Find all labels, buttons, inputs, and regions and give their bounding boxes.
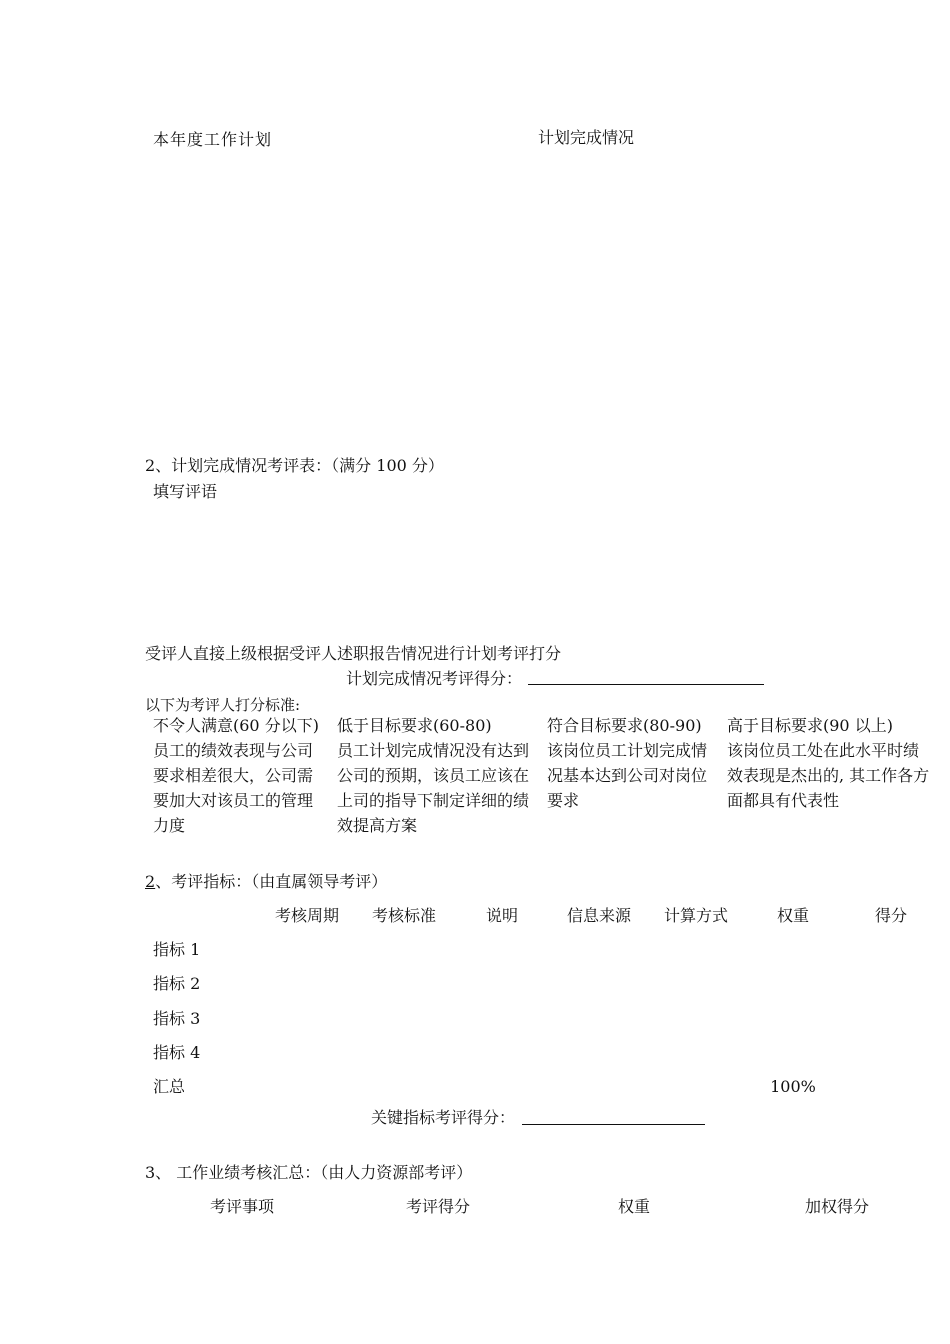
- kpi-row-label: 指标 1: [153, 940, 201, 959]
- kpi-heading-text: 、考评指标：（由直属领导考评）: [155, 872, 388, 891]
- kpi-header-score: 得分: [874, 906, 907, 925]
- summary-header-score: 考评得分: [405, 1197, 470, 1216]
- summary-heading: 3、 工作业绩考核汇总：（由人力资源部考评）: [145, 1163, 473, 1182]
- kpi-header-standard: 考核标准: [371, 906, 436, 925]
- kpi-total-weight: 100%: [770, 1077, 816, 1096]
- criteria-title: 以下为考评人打分标准:: [145, 696, 301, 714]
- kpi-row-label: 指标 4: [153, 1043, 201, 1062]
- plan-column-header: 本年度工作计划: [153, 130, 273, 149]
- plan-score-blank[interactable]: [528, 684, 764, 685]
- criteria-title-below: 低于目标要求(60-80): [337, 716, 492, 735]
- kpi-score-label: 关键指标考评得分：: [371, 1108, 516, 1127]
- criteria-desc-below: 员工计划完成情况没有达到公司的预期，该员工应该在上司的指导下制定详细的绩效提高方案: [337, 741, 530, 835]
- kpi-heading-number: 2: [145, 872, 156, 891]
- criteria-title-meets: 符合目标要求(80-90): [547, 716, 702, 735]
- summary-header-weighted: 加权得分: [804, 1197, 869, 1216]
- kpi-header-weight: 权重: [776, 906, 809, 925]
- plan-score-label: 计划完成情况考评得分：: [346, 669, 523, 688]
- criteria-desc-unsatisfactory: 员工的绩效表现与公司要求相差很大，公司需要加大对该员工的管理力度: [153, 741, 314, 835]
- review-instruction: 受评人直接上级根据受评人述职报告情况进行计划考评打分: [145, 644, 562, 663]
- completion-column-header: 计划完成情况: [538, 128, 635, 147]
- summary-header-item: 考评事项: [209, 1197, 274, 1216]
- criteria-desc-meets: 该岗位员工计划完成情况基本达到公司对岗位要求: [547, 741, 708, 810]
- criteria-title-exceeds: 高于目标要求(90 以上): [727, 716, 893, 735]
- kpi-total-label: 汇总: [153, 1077, 186, 1096]
- kpi-header-source: 信息来源: [566, 906, 631, 925]
- comment-label: 填写评语: [153, 482, 218, 501]
- plan-review-heading: 2、计划完成情况考评表：（满分 100 分）: [145, 456, 444, 475]
- kpi-row-label: 指标 3: [153, 1009, 201, 1028]
- kpi-header-period: 考核周期: [274, 906, 339, 925]
- kpi-score-blank[interactable]: [522, 1124, 705, 1125]
- criteria-desc-exceeds: 该岗位员工处在此水平时绩效表现是杰出的, 其工作各方面都具有代表性: [727, 741, 930, 810]
- kpi-header-description: 说明: [485, 906, 518, 925]
- kpi-header-method: 计算方式: [663, 906, 728, 925]
- kpi-heading: [145, 872, 387, 892]
- summary-header-weight: 权重: [617, 1197, 650, 1216]
- kpi-row-label: 指标 2: [153, 974, 201, 993]
- criteria-title-unsatisfactory: 不令人满意(60 分以下): [153, 716, 319, 735]
